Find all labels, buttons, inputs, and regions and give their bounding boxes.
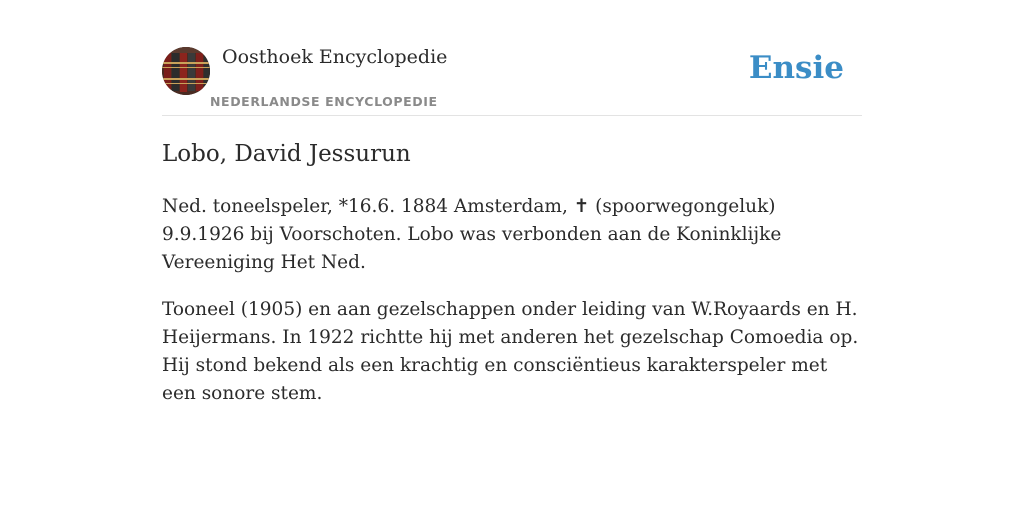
article-paragraph: Tooneel (1905) en aan gezelschappen onder leiding van W.Royaards en H. Heijermans. In 1922 richtte hij met anderen het gezelschap Comoedia op. Hij stond bekend als een krachtig en consciëntieus karakterspeler met een sonore stem.: [162, 299, 859, 404]
book-spines-icon[interactable]: [162, 47, 210, 95]
header: [162, 40, 862, 116]
brand-logo[interactable]: Ensie: [748, 50, 844, 86]
article-title: Lobo, David Jessurun: [162, 141, 411, 167]
source-title[interactable]: Oosthoek Encyclopedie: [222, 46, 448, 68]
article-card: [162, 40, 862, 408]
article-paragraph: Ned. toneelspeler, *16.6. 1884 Amsterdam, ✝ (spoorwegongeluk) 9.9.1926 bij Voorschoten. Lobo was verbonden aan de Koninklijke Vereeniging Het Ned.: [162, 196, 782, 273]
source-subtitle: NEDERLANDSE ENCYCLOPEDIE: [210, 94, 438, 109]
article-body: [162, 193, 862, 408]
